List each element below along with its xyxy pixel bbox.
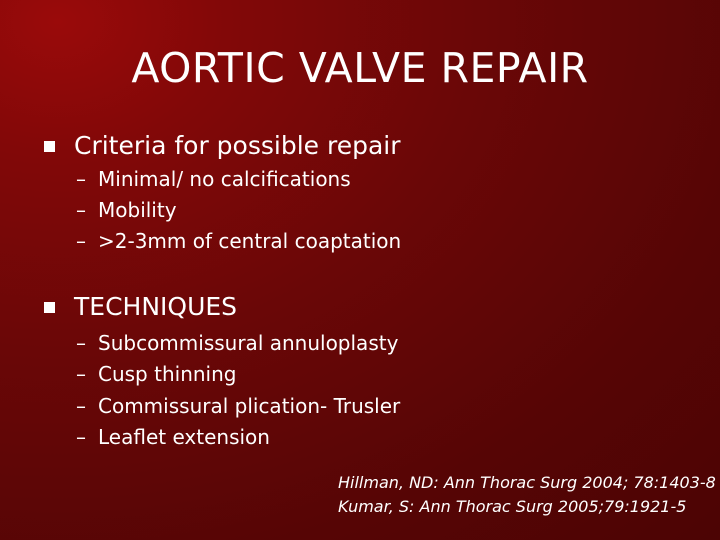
- bullet-text: TECHNIQUES: [74, 292, 238, 321]
- sub-item: [76, 229, 401, 253]
- sub-item: [76, 425, 270, 449]
- dash-icon: –: [76, 425, 86, 449]
- sub-item: [76, 331, 398, 355]
- slide-title: AORTIC VALVE REPAIR: [131, 44, 589, 92]
- sub-item-text: Subcommissural annuloplasty: [98, 331, 399, 355]
- dash-icon: –: [76, 362, 86, 386]
- citation: Kumar, S: Ann Thorac Surg 2005;79:1921-5: [338, 497, 687, 516]
- sub-item: [76, 167, 351, 191]
- bullet-criteria: [44, 131, 401, 161]
- dash-icon: –: [76, 198, 86, 222]
- square-bullet-icon: [44, 141, 55, 152]
- sub-item-text: >2-3mm of central coaptation: [98, 229, 402, 253]
- square-bullet-icon: [44, 302, 55, 313]
- sub-item: [76, 362, 236, 386]
- sub-item-text: Commissural plication- Trusler: [98, 394, 401, 418]
- sub-item-text: Mobility: [98, 198, 177, 222]
- sub-item: [76, 394, 400, 418]
- sub-item-text: Leaflet extension: [98, 425, 270, 449]
- sub-item-text: Minimal/ no calcifications: [98, 167, 351, 191]
- dash-icon: –: [76, 331, 86, 355]
- dash-icon: –: [76, 394, 86, 418]
- bullet-text: Criteria for possible repair: [74, 131, 401, 160]
- bullet-techniques: [44, 292, 237, 322]
- sub-item: [76, 198, 177, 222]
- dash-icon: –: [76, 229, 86, 253]
- dash-icon: –: [76, 167, 86, 191]
- citation: Hillman, ND: Ann Thorac Surg 2004; 78:1403-8: [338, 473, 716, 492]
- sub-item-text: Cusp thinning: [98, 362, 237, 386]
